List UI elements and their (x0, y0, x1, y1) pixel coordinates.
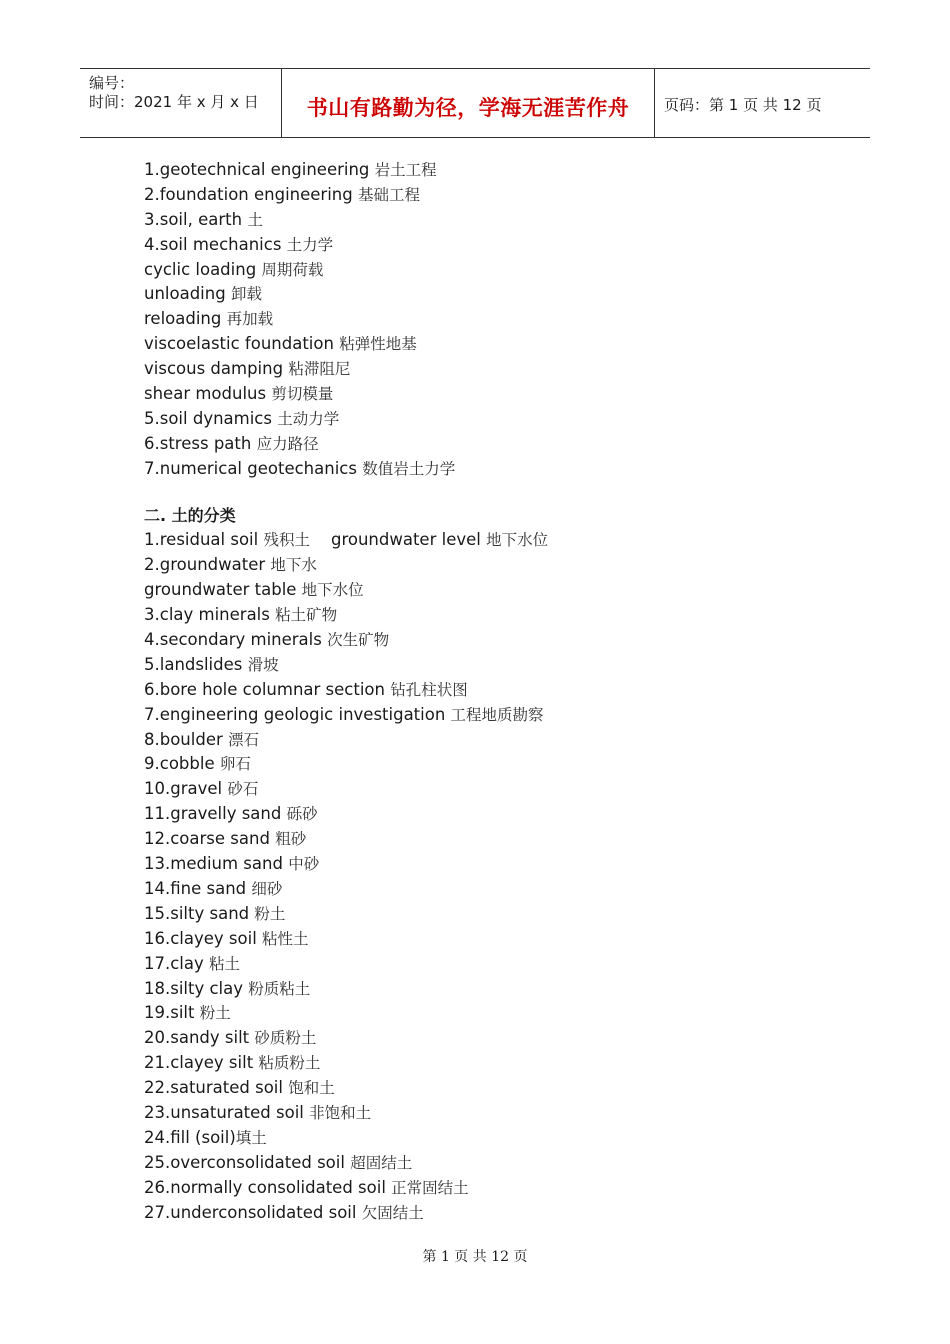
term-english: viscoelastic foundation (144, 334, 340, 354)
term-english: cyclic loading (144, 259, 262, 279)
term-english: 1.geotechnical engineering (144, 160, 375, 179)
page-header (80, 68, 870, 138)
term-row (144, 877, 844, 902)
term-row (144, 258, 844, 283)
term-english: 5.soil dynamics (144, 408, 278, 428)
term-english: 3.clay minerals (144, 605, 276, 625)
term-chinese: 正常固结土 (391, 1178, 469, 1197)
term-english: 14.fine sand (144, 878, 252, 898)
term-row (144, 977, 844, 1002)
term-chinese: 粗砂 (275, 830, 307, 849)
section-gap (144, 482, 844, 504)
term-chinese: 饱和土 (288, 1079, 335, 1098)
term-english: 11.gravelly sand (144, 804, 287, 824)
header-meta-cell (80, 69, 280, 137)
term-english: 4.soil mechanics (144, 234, 287, 254)
term-english: 2.groundwater (144, 555, 271, 575)
term-chinese: 非饱和土 (309, 1103, 372, 1122)
header-page-cell (654, 69, 870, 137)
term-row (144, 1126, 844, 1151)
term-row (144, 802, 844, 827)
term-chinese: 粉土 (199, 1004, 231, 1023)
term-chinese: 岩土工程 (374, 161, 437, 179)
term-row (144, 382, 844, 407)
term-chinese: 粘滞阻尼 (288, 360, 351, 379)
term-english: groundwater level (310, 530, 487, 550)
term-chinese: 再加载 (226, 310, 274, 329)
term-row (144, 852, 844, 877)
term-row (144, 282, 844, 307)
term-row (144, 752, 844, 777)
term-english: 25.overconsolidated soil (144, 1152, 351, 1172)
term-chinese: 粉质粘土 (248, 979, 311, 998)
term-row (144, 457, 844, 482)
term-english: 17.clay (144, 953, 210, 973)
term-row (144, 1101, 844, 1126)
term-chinese: 粘质粉土 (258, 1054, 321, 1073)
term-chinese: 地下水 (270, 556, 317, 575)
term-chinese: 地下水位 (486, 531, 549, 550)
term-row (144, 158, 844, 183)
term-row (144, 728, 844, 753)
term-chinese: 粘弹性地基 (339, 335, 417, 354)
term-english: 3.soil, earth (144, 209, 248, 229)
term-row (144, 1076, 844, 1101)
term-english: 20.sandy silt (144, 1028, 255, 1048)
term-row (144, 1151, 844, 1176)
term-english: 23.unsaturated soil (144, 1102, 310, 1122)
term-row (144, 233, 844, 258)
term-chinese: 砾砂 (286, 805, 318, 824)
term-chinese: 砂质粉土 (254, 1029, 317, 1048)
term-row (144, 827, 844, 852)
document-number-label: 编号： (89, 74, 135, 92)
term-chinese: 基础工程 (357, 185, 420, 204)
term-chinese: 土 (247, 210, 263, 229)
header-motto-cell (281, 69, 655, 137)
term-english: 8.boulder (144, 729, 229, 749)
term-english: 9.cobble (144, 754, 220, 774)
term-chinese: 土动力学 (277, 409, 340, 428)
term-chinese: 粘性土 (262, 929, 309, 948)
term-english: viscous damping (144, 359, 289, 379)
term-chinese: 中砂 (288, 855, 320, 874)
term-row (144, 357, 844, 382)
term-chinese: 工程地质勘察 (450, 705, 544, 724)
term-row (144, 528, 844, 553)
term-chinese: 粘土矿物 (275, 606, 338, 625)
term-row (144, 578, 844, 603)
term-chinese: 地下水位 (301, 581, 364, 600)
term-row (144, 777, 844, 802)
term-chinese: 土力学 (286, 235, 334, 254)
term-english: 24.fill (soil) (144, 1127, 236, 1147)
term-row (144, 927, 844, 952)
term-chinese: 填土 (235, 1128, 267, 1147)
term-english: 21.clayey silt (144, 1053, 259, 1073)
term-chinese: 次生矿物 (327, 631, 390, 650)
term-english: 15.silty sand (144, 903, 255, 923)
term-chinese: 周期荷载 (261, 260, 324, 279)
term-english: 1.residual soil (144, 530, 264, 550)
term-row (144, 703, 844, 728)
term-chinese: 砂石 (227, 780, 259, 799)
section-2-title: 二. 土的分类 (144, 505, 236, 525)
term-english: 5.landslides (144, 654, 248, 674)
term-row (144, 902, 844, 927)
section-2-terms (144, 528, 844, 1225)
term-row (144, 1176, 844, 1201)
term-row (144, 603, 844, 628)
term-row (144, 1001, 844, 1026)
term-row (144, 307, 844, 332)
term-english: 7.numerical geotechanics (144, 458, 363, 478)
term-english: 26.normally consolidated soil (144, 1177, 392, 1197)
term-chinese: 漂石 (228, 730, 260, 749)
term-english: 13.medium sand (144, 854, 289, 874)
term-row (144, 432, 844, 457)
term-english: unloading (144, 284, 231, 304)
term-chinese: 超固结土 (350, 1153, 413, 1172)
term-chinese: 卸载 (230, 285, 262, 304)
term-english: 27.underconsolidated soil (144, 1202, 362, 1222)
term-english: reloading (144, 309, 227, 329)
term-chinese: 粉土 (254, 904, 286, 923)
term-chinese: 粘土 (209, 954, 241, 973)
term-row (144, 332, 844, 357)
term-english: shear modulus (144, 384, 272, 404)
section-1-terms (144, 158, 844, 482)
term-row (144, 628, 844, 653)
term-english: groundwater table (144, 580, 302, 600)
term-chinese: 应力路径 (256, 434, 319, 453)
term-english: 18.silty clay (144, 978, 249, 998)
term-english: 12.coarse sand (144, 829, 276, 849)
term-row (144, 553, 844, 578)
term-row (144, 1051, 844, 1076)
term-chinese: 卵石 (219, 755, 251, 774)
term-english: 2.foundation engineering (144, 184, 358, 204)
header-page-info: 页码：第 1 页 共 12 页 (664, 96, 822, 114)
term-row (144, 407, 844, 432)
term-english: 19.silt (144, 1003, 200, 1023)
term-chinese: 钻孔柱状图 (390, 680, 468, 699)
term-row (144, 952, 844, 977)
term-english: 10.gravel (144, 779, 228, 799)
term-row (144, 1026, 844, 1051)
term-chinese: 滑坡 (247, 655, 279, 674)
term-chinese: 剪切模量 (271, 385, 334, 404)
term-row (144, 208, 844, 233)
header-motto: 书山有路勤为径，学海无涯苦作舟 (306, 96, 630, 120)
term-english: 6.bore hole columnar section (144, 679, 391, 699)
term-english: 7.engineering geologic investigation (144, 704, 451, 724)
term-english: 4.secondary minerals (144, 630, 328, 650)
term-row (144, 653, 844, 678)
term-row (144, 183, 844, 208)
term-chinese: 细砂 (251, 879, 283, 898)
document-date: 时间：2021 年 x 月 x 日 (89, 93, 259, 111)
page-footer: 第 1 页 共 12 页 (422, 1249, 528, 1265)
term-chinese: 欠固结土 (361, 1203, 424, 1222)
term-row (144, 678, 844, 703)
term-chinese: 残积土 (263, 531, 310, 550)
term-english: 22.saturated soil (144, 1078, 289, 1098)
term-english: 6.stress path (144, 433, 257, 453)
term-row (144, 1201, 844, 1226)
term-chinese: 数值岩土力学 (362, 459, 456, 478)
term-english: 16.clayey soil (144, 928, 263, 948)
vocabulary-list (144, 158, 844, 1225)
